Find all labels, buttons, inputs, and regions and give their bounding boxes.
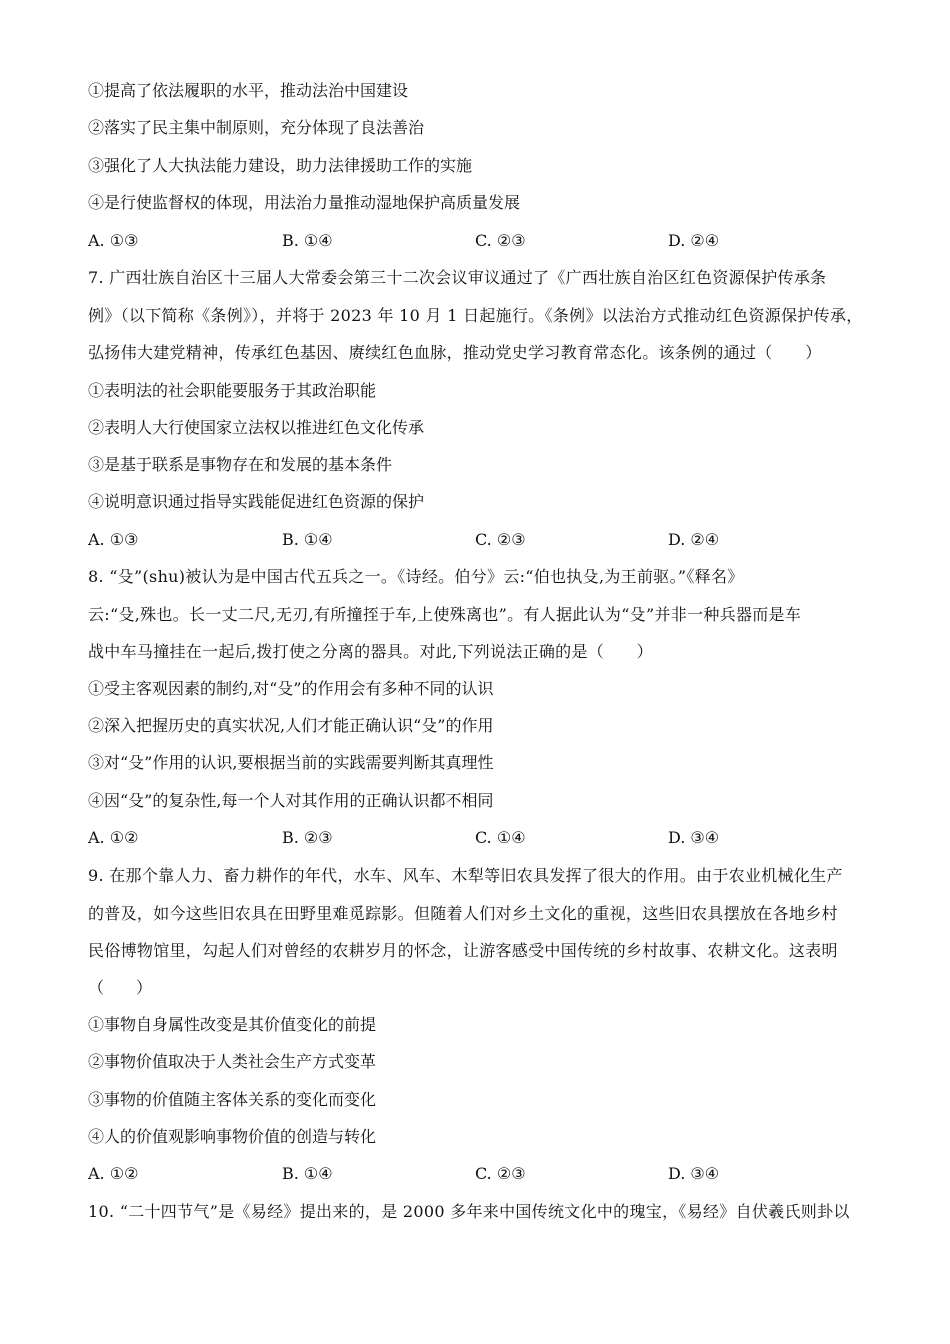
q7-option-a: A. ①③ <box>88 530 139 549</box>
q9-option-a: A. ①② <box>88 1164 139 1183</box>
q8-item-1: ①受主客观因素的制约,对“殳”的作用会有多种不同的认识 <box>88 679 494 698</box>
q8-stem-line-3: 战中车马撞挂在一起后,拨打使之分离的器具。对此,下列说法正确的是（ ） <box>88 642 653 661</box>
q8-option-a: A. ①② <box>88 828 139 847</box>
q6-item-3: ③强化了人大执法能力建设，助力法律援助工作的实施 <box>88 156 473 175</box>
q8-option-c: C. ①④ <box>475 828 526 847</box>
q9-stem-line-1: 9. 在那个靠人力、畜力耕作的年代，水车、风车、木犁等旧农具发挥了很大的作用。由于农业机械化生产 <box>88 866 843 885</box>
q9-item-2: ②事物价值取决于人类社会生产方式变革 <box>88 1052 377 1071</box>
q7-stem-line-2: 例》（以下简称《条例》），并将于 2023 年 10 月 1 日起施行。《条例》以法治方式推动红色资源保护传承， <box>88 306 863 325</box>
q9-option-d: D. ③④ <box>668 1164 720 1183</box>
q8-item-2: ②深入把握历史的真实状况,人们才能正确认识“殳”的作用 <box>88 716 494 735</box>
q7-item-4: ④说明意识通过指导实践能促进红色资源的保护 <box>88 492 425 511</box>
q10-stem-line-1: 10. “二十四节气”是《易经》提出来的，是 2000 多年来中国传统文化中的瑰宝，《易经》自伏羲氏则卦以 <box>88 1202 850 1221</box>
q6-option-d: D. ②④ <box>668 231 720 250</box>
q9-stem-line-4: （ ） <box>88 978 153 997</box>
q9-item-1: ①事物自身属性改变是其价值变化的前提 <box>88 1015 377 1034</box>
q6-item-1: ①提高了依法履职的水平，推动法治中国建设 <box>88 81 409 100</box>
q7-option-c: C. ②③ <box>475 530 526 549</box>
q7-stem-line-3: 弘扬伟大建党精神，传承红色基因、赓续红色血脉，推动党史学习教育常态化。该条例的通过（ ） <box>88 343 822 362</box>
q6-item-2: ②落实了民主集中制原则，充分体现了良法善治 <box>88 118 425 137</box>
q8-option-b: B. ②③ <box>282 828 333 847</box>
q7-item-3: ③是基于联系是事物存在和发展的基本条件 <box>88 455 393 474</box>
q7-item-2: ②表明人大行使国家立法权以推进红色文化传承 <box>88 418 425 437</box>
q7-option-b: B. ①④ <box>282 530 333 549</box>
q9-option-b: B. ①④ <box>282 1164 333 1183</box>
q6-item-4: ④是行使监督权的体现，用法治力量推动湿地保护高质量发展 <box>88 193 521 212</box>
q9-item-3: ③事物的价值随主客体关系的变化而变化 <box>88 1090 377 1109</box>
q8-stem-line-1: 8. “殳”(shu)被认为是中国古代五兵之一。《诗经。伯兮》云:“伯也执殳,为王前驱。”《释名》 <box>88 567 744 586</box>
q8-stem-line-2: 云:“殳,殊也。长一丈二尺,无刃,有所撞挃于车,上使殊离也”。有人据此认为“殳”并非一种兵器而是车 <box>88 605 802 624</box>
q9-stem-line-2: 的普及，如今这些旧农具在田野里难觅踪影。但随着人们对乡土文化的重视，这些旧农具摆放在各地乡村 <box>88 904 838 923</box>
q6-option-c: C. ②③ <box>475 231 526 250</box>
q8-item-3: ③对“殳”作用的认识,要根据当前的实践需要判断其真理性 <box>88 753 494 772</box>
q9-stem-line-3: 民俗博物馆里，勾起人们对曾经的农耕岁月的怀念，让游客感受中国传统的乡村故事、农耕文化。这表明 <box>88 941 838 960</box>
q9-item-4: ④人的价值观影响事物价值的创造与转化 <box>88 1127 377 1146</box>
q8-item-4: ④因“殳”的复杂性,每一个人对其作用的正确认识都不相同 <box>88 791 494 810</box>
q9-option-c: C. ②③ <box>475 1164 526 1183</box>
q7-option-d: D. ②④ <box>668 530 720 549</box>
q6-option-a: A. ①③ <box>88 231 139 250</box>
q7-stem-line-1: 7. 广西壮族自治区十三届人大常委会第三十二次会议审议通过了《广西壮族自治区红色资源保护传承条 <box>88 268 827 287</box>
q8-option-d: D. ③④ <box>668 828 720 847</box>
q6-option-b: B. ①④ <box>282 231 333 250</box>
q7-item-1: ①表明法的社会职能要服务于其政治职能 <box>88 381 377 400</box>
